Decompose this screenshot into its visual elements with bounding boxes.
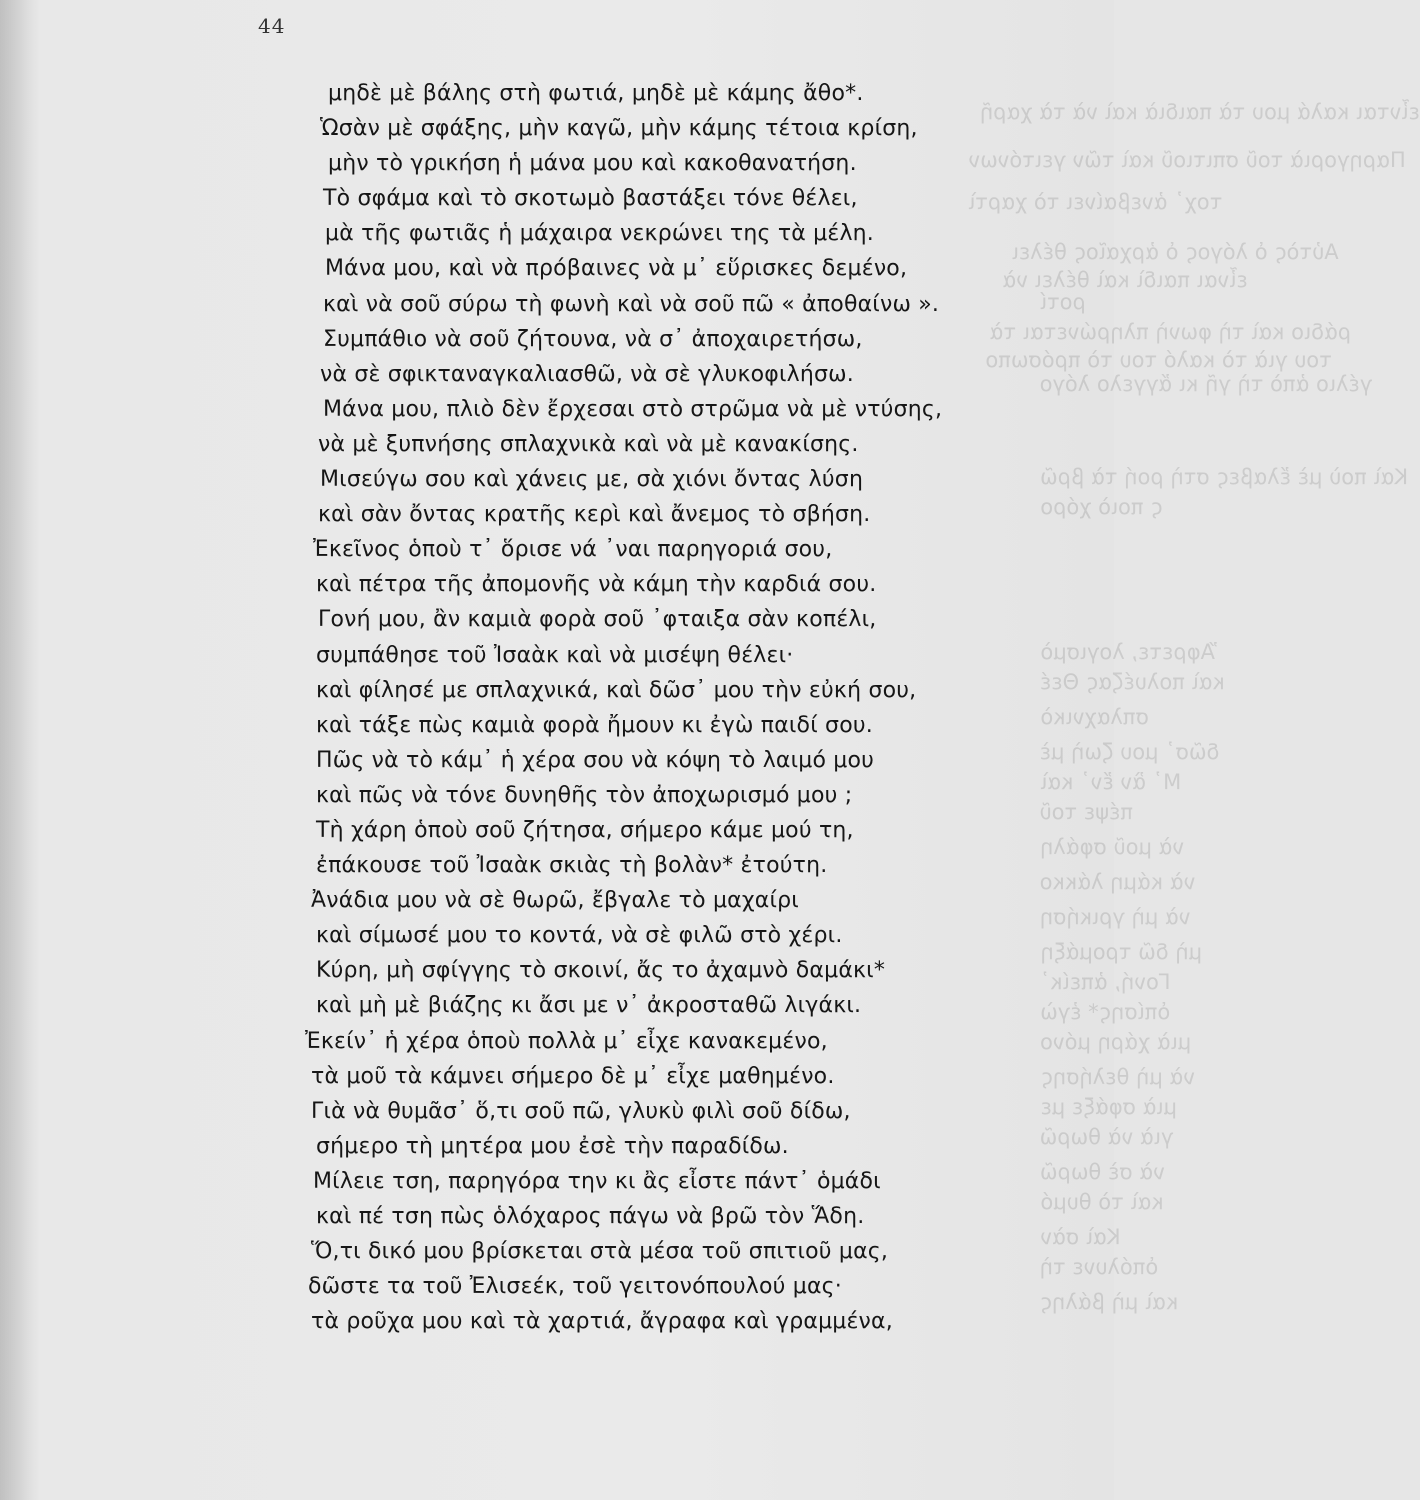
poem-line: Μάνα μου, πλιὸ δὲν ἔρχεσαι στὸ στρῶμα νὰ μὲ ντύσης,: [323, 396, 943, 422]
bleed-through-line: Αὐτὸς ὁ λόγος ὁ ἀρχαῖος θέλει: [1012, 240, 1339, 264]
bleed-through-line: Ἄφρετε, λογισμὸ: [1040, 640, 1217, 664]
bleed-through-line: γιὰ νὰ θωρῶ: [1040, 1125, 1174, 1149]
bleed-through-line: ροτί: [1040, 290, 1086, 314]
bleed-through-line: σπλαχνικὸ: [1040, 705, 1149, 729]
bleed-through-line: Καὶ σὰν: [1040, 1225, 1121, 1249]
poem-line: Γιὰ νὰ θυμᾶσ᾽ ὅ,τι σοῦ πῶ, γλυκὺ φιλὶ σοῦ δίδω,: [311, 1098, 851, 1124]
bleed-through-line: ράδιο καὶ τὴ φωνὴ πληρώνεται τὰ: [990, 320, 1352, 344]
poem-line: μὰ τῆς φωτιᾶς ἡ μάχαιρα νεκρώνει της τὰ μέλη.: [325, 221, 874, 247]
poem-line: νὰ μὲ ξυπνήσης σπλαχνικὰ καὶ νὰ μὲ κανακίσης.: [318, 431, 859, 457]
poem-line: Μάνα μου, καὶ νὰ πρόβαινες νὰ μ᾽ εὕρισκες δεμένο,: [325, 256, 908, 282]
poem-line: Μισεύγω σου καὶ χάνεις με, σὰ χιόνι ὄντας λύση: [320, 467, 864, 493]
bleed-through-line: τοχ᾽ ἀνεβαίνει τὸ χαρτὶ: [968, 190, 1223, 214]
bleed-through-line: νὰ μὴ θελήσης: [1040, 1065, 1195, 1089]
poem-line: Μίλειε τση, παρηγόρα την κι ἂς εἶστε πάντ᾽ ὁμάδι: [313, 1168, 881, 1194]
bleed-through-line: Γονή, ἀπείκ᾽: [1040, 970, 1171, 994]
bleed-through-line: νὰ μοῦ σφάλη: [1040, 835, 1185, 859]
poem-line: τὰ μοῦ τὰ κάμνει σήμερο δὲ μ᾽ εἶχε μαθημένο.: [311, 1063, 835, 1089]
poem-line: καὶ φίλησέ με σπλαχνικά, καὶ δῶσ᾽ μου τὴν εὐκή σου,: [316, 677, 917, 703]
poem-line: μὴν τὸ γρικήση ἡ μάνα μου καὶ κακοθανατήση.: [328, 151, 857, 177]
bleed-through-line: νὰ μὴ γρικήση: [1040, 905, 1191, 929]
bleed-through-line: δῶσ᾽ μου ζωὴ μὲ: [1040, 740, 1220, 764]
bleed-through-line: εἶνται καλά μου τὰ παιδιὰ καὶ νὰ τὰ χαρῆ: [980, 100, 1420, 124]
poem-line: Ἐκεῖνος ὁποὺ τ᾽ ὅρισε νά ᾽ναι παρηγοριά σου,: [313, 537, 833, 563]
poem-line: καὶ τάξε πὼς καμιὰ φορὰ ἤμουν κι ἐγὼ παιδί σου.: [316, 712, 873, 738]
bleed-through-line: μὴ δῶ τρομάξη: [1040, 940, 1202, 964]
poem-line: μηδὲ μὲ βάλης στὴ φωτιά, μηδὲ μὲ κάμης ἄθο*.: [328, 81, 864, 106]
bleed-through-line: του γιὰ τὸ καλό του τὸ πρόσωπο: [985, 348, 1332, 372]
poem-line: καὶ πῶς νὰ τόνε δυνηθῆς τὸν ἀποχωρισμό μου ;: [316, 782, 853, 808]
poem-line: τὰ ροῦχα μου καὶ τὰ χαρτιά, ἄγραφα καὶ γραμμένα,: [311, 1309, 893, 1335]
poem-line: καὶ πέτρα τῆς ἀπομονῆς νὰ κάμη τὴν καρδιά σου.: [316, 572, 877, 598]
bleed-through-line: γέλιο ἀπὸ τὴ γῆ κι ἄγγελο λόγο: [1040, 372, 1373, 396]
poem-line: Ὡσὰν μὲ σφάξης, μὴν καγῶ, μὴν κάμης τέτοια κρίση,: [320, 116, 918, 142]
poem-line: ἐπάκουσε τοῦ Ἰσαὰκ σκιὰς τὴ βολὰν* ἐτούτη.: [316, 853, 828, 879]
bleed-through-line: καὶ τὸ θυμό: [1040, 1190, 1164, 1214]
bleed-through-line: πέψε τοῦ: [1040, 800, 1134, 824]
poem-text: [0, 76, 1114, 1339]
bleed-through-line: Παρηγοριὰ τοῦ σπιτιοῦ καὶ τῶν γειτόνων: [968, 148, 1406, 172]
bleed-through-line: μιὰ χάρη μόνο: [1040, 1030, 1192, 1054]
bleed-through-line: νὰ κάμη λάκκο: [1040, 870, 1196, 894]
poem-line: δῶστε τα τοῦ Ἐλισεέκ, τοῦ γειτονόπουλού μας·: [308, 1274, 842, 1300]
poem-line: Κύρη, μὴ σφίγγης τὸ σκοινί, ἄς το ἀχαμνὸ δαμάκι*: [316, 958, 886, 984]
poem-line: Γονή μου, ἂν καμιὰ φορὰ σοῦ ᾽φταιξα σὰν κοπέλι,: [318, 607, 877, 633]
bleed-through-line: εἶναι παιδὶ καὶ θέλει νὰ: [1002, 268, 1248, 292]
poem-line: καὶ νὰ σοῦ σύρω τὴ φωνὴ καὶ νὰ σοῦ πῶ « ἀποθαίνω ».: [323, 291, 940, 317]
poem-line: συμπάθησε τοῦ Ἰσαὰκ καὶ νὰ μισέψη θέλει·: [316, 642, 794, 668]
bleed-through-line: καὶ πολυέζας Θεέ: [1040, 670, 1225, 694]
poem-line: Τὴ χάρη ὁποὺ σοῦ ζήτησα, σήμερο κάμε μού τη,: [316, 817, 854, 843]
bleed-through-line: ὁπόλυνε τὴ: [1040, 1255, 1159, 1279]
poem-line: Ὅ,τι δικό μου βρίσκεται στὰ μέσα τοῦ σπιτιοῦ μας,: [311, 1239, 889, 1265]
page-number: 44: [258, 14, 286, 38]
bleed-through-line: Καὶ ποὺ μὲ ἔλαβες στὴ ροή τὰ βρῶ: [1040, 465, 1409, 489]
bleed-through-line: νὰ σὲ θωρῶ: [1040, 1160, 1165, 1184]
poem-line: Πῶς νὰ τὸ κάμ᾽ ἡ χέρα σου νὰ κόψη τὸ λαιμό μου: [316, 747, 875, 773]
poem-line: καὶ μὴ μὲ βιάζης κι ἄσι με ν᾽ ἀκροσταθῶ λιγάκι.: [316, 993, 862, 1019]
poem-line: σήμερο τὴ μητέρα μου ἐσὲ τὴν παραδίδω.: [316, 1133, 789, 1159]
poem-line: νὰ σὲ σφικταναγκαλιασθῶ, νὰ σὲ γλυκοφιλήσω.: [320, 361, 854, 387]
bleed-through-line: ς ποιὸ χόρο: [1040, 495, 1163, 519]
poem-line: Τὸ σφάμα καὶ τὸ σκοτωμὸ βαστάξει τόνε θέλει,: [323, 186, 858, 212]
poem-line: καὶ σίμωσέ μου το κοντά, νὰ σὲ φιλῶ στὸ χέρι.: [316, 923, 843, 949]
poem-line: καὶ σὰν ὄντας κρατῆς κερὶ καὶ ἄνεμος τὸ σβήση.: [318, 502, 871, 528]
poem-line: Συμπάθιο νὰ σοῦ ζήτουνα, νὰ σ᾽ ἀποχαιρετήσω,: [323, 326, 863, 352]
bleed-through-line: ὁπίσης* ἐγὼ: [1040, 1000, 1171, 1024]
bleed-through-line: Μ᾽ ἂν ἔν᾽ καὶ: [1040, 770, 1182, 794]
poem-line: Ἐκείν᾽ ἡ χέρα ὁποὺ πολλὰ μ᾽ εἶχε κανακεμένο,: [305, 1028, 828, 1054]
poem-line: καὶ πέ τση πὼς ὁλόχαρος πάγω νὰ βρῶ τὸν Ἅδη.: [316, 1204, 865, 1229]
bleed-through-line: καὶ μὴ βάλης: [1040, 1290, 1179, 1314]
poem-line: Ἀνάδια μου νὰ σὲ θωρῶ, ἔβγαλε τὸ μαχαίρι: [311, 888, 799, 914]
bleed-through-line: μιὰ σφάξε με: [1040, 1095, 1177, 1119]
